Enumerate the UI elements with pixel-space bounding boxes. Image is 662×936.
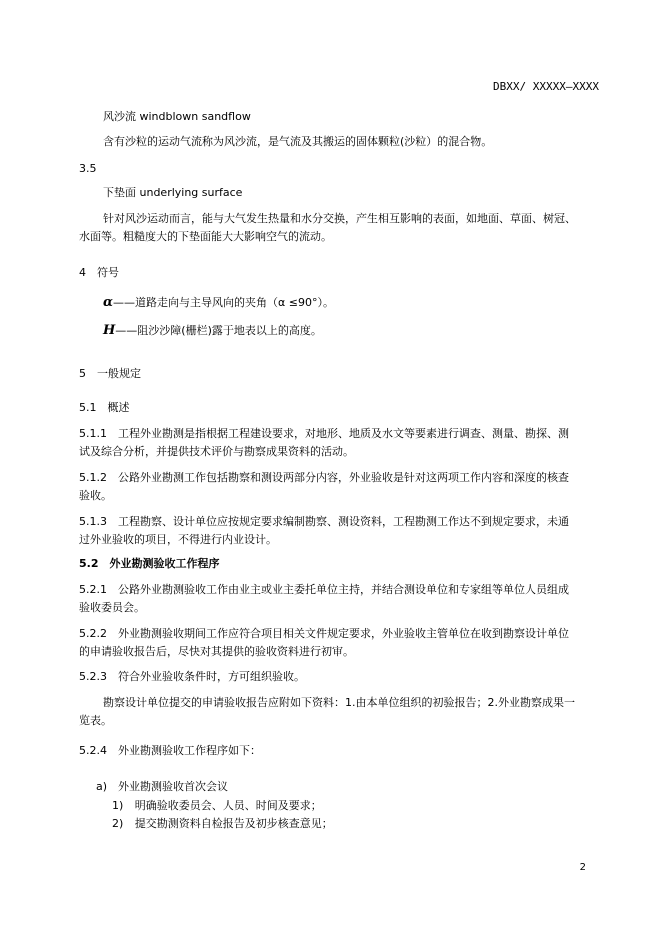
list-item-1-number: 1) (112, 799, 124, 812)
clause-5-2-3-paragraph-line2: 览表。 (79, 714, 112, 727)
clause-5-2-2-line2: 的申请验收报告后，尽快对其提供的验收资料进行初审。 (79, 645, 354, 658)
clause-5-2-heading: 5.2 外业勘测验收工作程序 (79, 557, 220, 570)
list-item-a: a) 外业勘测验收首次会议 (96, 780, 229, 793)
term-definition-underlying-surface-line1: 针对风沙运动而言，能与大气发生热量和水分交换，产生相互影响的表面，如地面、草面、树冠、 (103, 212, 576, 225)
list-item-2-text: 提交勘测资料自检报告及初步核查意见； (134, 817, 333, 830)
section-number-3-5: 3.5 (79, 162, 97, 175)
term-definition-underlying-surface-line2: 水面等。粗糙度大的下垫面能大大影响空气的流动。 (79, 230, 332, 243)
clause-5-2-4: 5.2.4 外业勘测验收工作程序如下： (79, 744, 261, 757)
term-title-underlying-surface: 下垫面 underlying surface (103, 186, 243, 199)
clause-5-1-2-line2: 验收。 (79, 489, 112, 502)
list-item-1-text: 明确验收委员会、人员、时间及要求； (134, 799, 322, 812)
clause-5-1-3-line1: 5.1.3 工程勘察、设计单位应按规定要求编制勘察、测设资料，工程勘测工作达不到规定要求，未通 (79, 515, 569, 528)
page-number: 2 (579, 862, 586, 873)
clause-5-1-2-line1: 5.1.2 公路外业勘测工作包括勘察和测设两部分内容，外业验收是针对这两项工作内容和深度的核查 (79, 471, 569, 484)
list-item-2-number: 2) (112, 817, 124, 830)
list-item-1 (112, 796, 322, 816)
symbol-h-description: ——阻沙沙障(栅栏)露于地表以上的高度。 (115, 324, 322, 337)
symbol-h: H (103, 323, 116, 338)
symbol-h-row (103, 321, 322, 341)
term-title-windblown-sandflow: 风沙流 windblown sandflow (103, 110, 251, 123)
clause-5-2-3: 5.2.3 符合外业验收条件时，方可组织验收。 (79, 670, 305, 683)
symbol-alpha-description: ——道路走向与主导风向的夹角（α ≤90°）。 (113, 296, 334, 309)
clause-5-1-3-line2: 过外业验收的项目，不得进行内业设计。 (79, 533, 277, 546)
symbol-alpha-row (103, 293, 334, 313)
general-provisions-heading: 5 一般规定 (79, 367, 141, 380)
clause-5-2-2-line1: 5.2.2 外业勘测验收期间工作应符合项目相关文件规定要求，外业验收主管单位在收到勘察设计单位 (79, 627, 569, 640)
clause-5-1-1-line1: 5.1.1 工程外业勘测是指根据工程建设要求，对地形、地质及水文等要素进行调查、测量、勘探、测 (79, 427, 569, 440)
term-definition-windblown-sandflow: 含有沙粒的运动气流称为风沙流，是气流及其搬运的固体颗粒(沙粒）的混合物。 (103, 135, 493, 148)
symbol-alpha: α (103, 295, 114, 310)
clause-5-1-heading: 5.1 概述 (79, 401, 130, 414)
clause-5-2-1-line1: 5.2.1 公路外业勘测验收工作由业主或业主委托单位主持，并结合测设单位和专家组等单位人员组成 (79, 583, 569, 596)
clause-5-2-1-line2: 验收委员会。 (79, 601, 145, 614)
document-code: DBXX/ XXXXX—XXXX (493, 80, 599, 93)
symbols-heading: 4 符号 (79, 266, 119, 279)
clause-5-1-1-line2: 试及综合分析，并提供技术评价与勘察成果资料的活动。 (79, 445, 354, 458)
list-item-2 (112, 814, 333, 834)
clause-5-2-3-paragraph-line1: 勘察设计单位提交的申请验收报告应附如下资料：1.由本单位组织的初验报告；2.外业勘察成果一 (103, 696, 575, 709)
